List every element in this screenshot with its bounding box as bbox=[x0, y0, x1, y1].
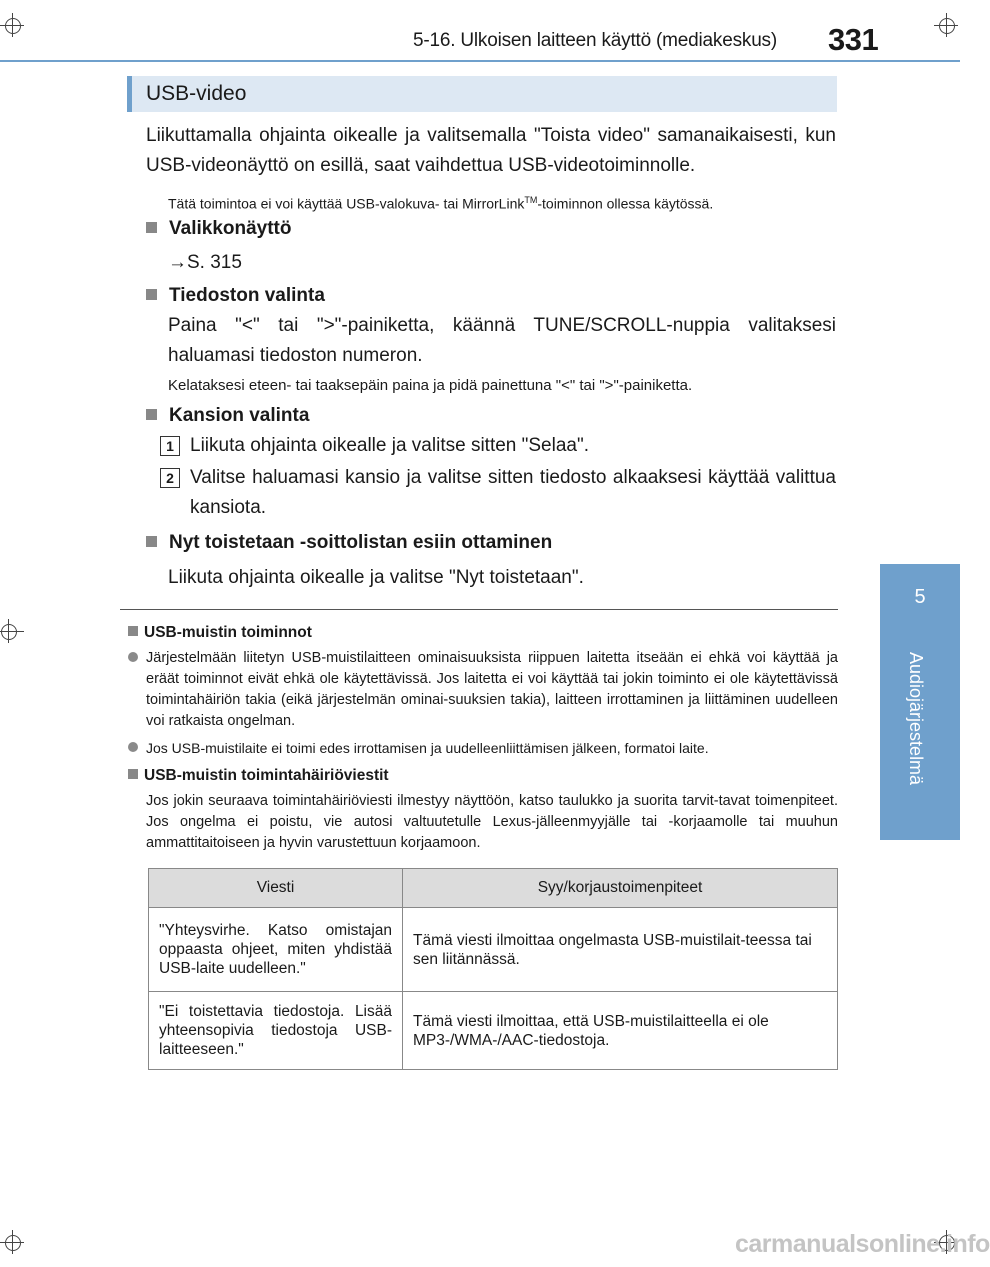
table-cell-message: "Yhteysvirhe. Katso omistajan oppaasta ohjeet, miten yhdistää USB-laite uudelleen." bbox=[149, 908, 403, 992]
table-row bbox=[149, 908, 838, 992]
note-heading-functions bbox=[128, 624, 312, 642]
running-header-title: 5-16. Ulkoisen laitteen käyttö (mediakeskus) bbox=[413, 30, 777, 51]
column-header-message: Viesti bbox=[149, 869, 403, 908]
errors-paragraph: Jos jokin seuraava toimintahäiriöviesti ilmestyy näyttöön, katso taulukko ja suorita tarvit-tavat toimenpiteet. Jos ongelma ei poistu, vie autosi valtuutetulle Lexus-jälleenmyyjälle tai -korjaamolle tai muuhun ammattitaitoiseen ja hyvin varustettuun korjaamoon. bbox=[146, 793, 838, 851]
intro-note-before: Tätä toimintoa ei voi käyttää USB-valokuva- tai MirrorLink bbox=[168, 195, 525, 212]
note-bullet bbox=[128, 738, 144, 759]
table-cell-message: "Ei toistettavia tiedostoja. Lisää yhteensopivia tiedostoja USB-laitteeseen." bbox=[149, 992, 403, 1070]
watermark: carmanualsonline.info bbox=[735, 1230, 990, 1258]
subheading-menu bbox=[146, 218, 292, 240]
subheading-file-label: Tiedoston valinta bbox=[169, 285, 325, 306]
intro-paragraph: Liikuttamalla ohjainta oikealle ja valitsemalla "Toista video" samanaikaisesti, kun USB-videonäyttö on esillä, saat vaihdettua USB-videotoiminnolle. bbox=[146, 125, 836, 176]
subheading-folder-label: Kansion valinta bbox=[169, 405, 310, 426]
note-bullet-text: Jos USB-muistilaite ei toimi edes irrottamisen ja uudelleenliittämisen jälkeen, formatoi laite. bbox=[146, 740, 709, 756]
menu-page-reference: →S. 315 bbox=[168, 252, 242, 273]
square-bullet-icon bbox=[146, 536, 157, 547]
note-bullet-text: Järjestelmään liitetyn USB-muistilaitteen ominaisuuksista riippuen laitetta itseään ei ehkä voi käyttää ja eräät toiminnot eivät ehkä ole käytettävissä. Jos laitetta ei voi käyttää tai jokin toiminto ei ole käytettävissä toimintahäiriön takia (eikä järjestelmän ominai-suuksien takia), laitteen irrottaminen ja liittäminen uudelleen voi ratkaista ongelman. bbox=[146, 650, 838, 729]
square-bullet-icon bbox=[146, 289, 157, 300]
intro-note bbox=[168, 190, 838, 215]
column-header-action: Syy/korjaustoimenpiteet bbox=[403, 869, 838, 908]
subheading-folder bbox=[146, 405, 309, 427]
step-text: Valitse haluamasi kansio ja valitse sitten tiedosto alkaaksesi käyttää valittua kansiota. bbox=[190, 467, 836, 518]
square-bullet-icon bbox=[146, 222, 157, 233]
note-heading-errors-label: USB-muistin toimintahäiriöviestit bbox=[144, 767, 389, 784]
nowplaying-text: Liikuta ohjainta oikealle ja valitse "Nyt toistetaan". bbox=[168, 567, 584, 588]
file-note: Kelataksesi eteen- tai taaksepäin paina ja pidä painettuna "<" tai ">"-painiketta. bbox=[168, 377, 693, 394]
step-text: Liikuta ohjainta oikealle ja valitse sitten "Selaa". bbox=[190, 435, 589, 456]
square-bullet-icon bbox=[146, 409, 157, 420]
circle-bullet-icon bbox=[128, 652, 138, 662]
page-number: 331 bbox=[828, 22, 879, 57]
subheading-nowplaying bbox=[146, 532, 552, 554]
table-header-row bbox=[149, 869, 838, 908]
square-bullet-icon bbox=[128, 626, 138, 636]
error-messages-table bbox=[148, 868, 838, 1070]
step-number: 1 bbox=[160, 436, 180, 456]
chapter-number: 5 bbox=[914, 586, 926, 608]
intro-note-after: -toiminnon ollessa käytössä. bbox=[537, 195, 714, 212]
header-rule bbox=[0, 60, 960, 62]
subheading-file bbox=[146, 285, 325, 307]
subheading-nowplaying-label: Nyt toistetaan -soittolistan esiin ottaminen bbox=[169, 532, 553, 553]
table-row bbox=[149, 992, 838, 1070]
step-number: 2 bbox=[160, 468, 180, 488]
section-heading: USB-video bbox=[146, 82, 247, 105]
trademark-mark: TM bbox=[524, 195, 538, 205]
table-cell-action: Tämä viesti ilmoittaa, että USB-muistilaitteella ei ole MP3-/WMA-/AAC-tiedostoja. bbox=[403, 992, 838, 1070]
note-heading-functions-label: USB-muistin toiminnot bbox=[144, 624, 312, 641]
subheading-menu-label: Valikkonäyttö bbox=[169, 218, 292, 239]
square-bullet-icon bbox=[128, 769, 138, 779]
chapter-tab bbox=[880, 564, 960, 640]
chapter-label: Audiojärjestelmä bbox=[906, 652, 926, 786]
circle-bullet-icon bbox=[128, 742, 138, 752]
section-heading-box bbox=[127, 76, 837, 112]
file-paragraph: Paina "<" tai ">"-painiketta, käännä TUNE/SCROLL-nuppia valitaksesi haluamasi tiedoston numeron. bbox=[168, 315, 836, 366]
table-cell-action: Tämä viesti ilmoittaa ongelmasta USB-muistilait-teessa tai sen liitännässä. bbox=[403, 908, 838, 992]
note-heading-errors bbox=[128, 767, 389, 785]
notes-divider bbox=[120, 609, 838, 610]
